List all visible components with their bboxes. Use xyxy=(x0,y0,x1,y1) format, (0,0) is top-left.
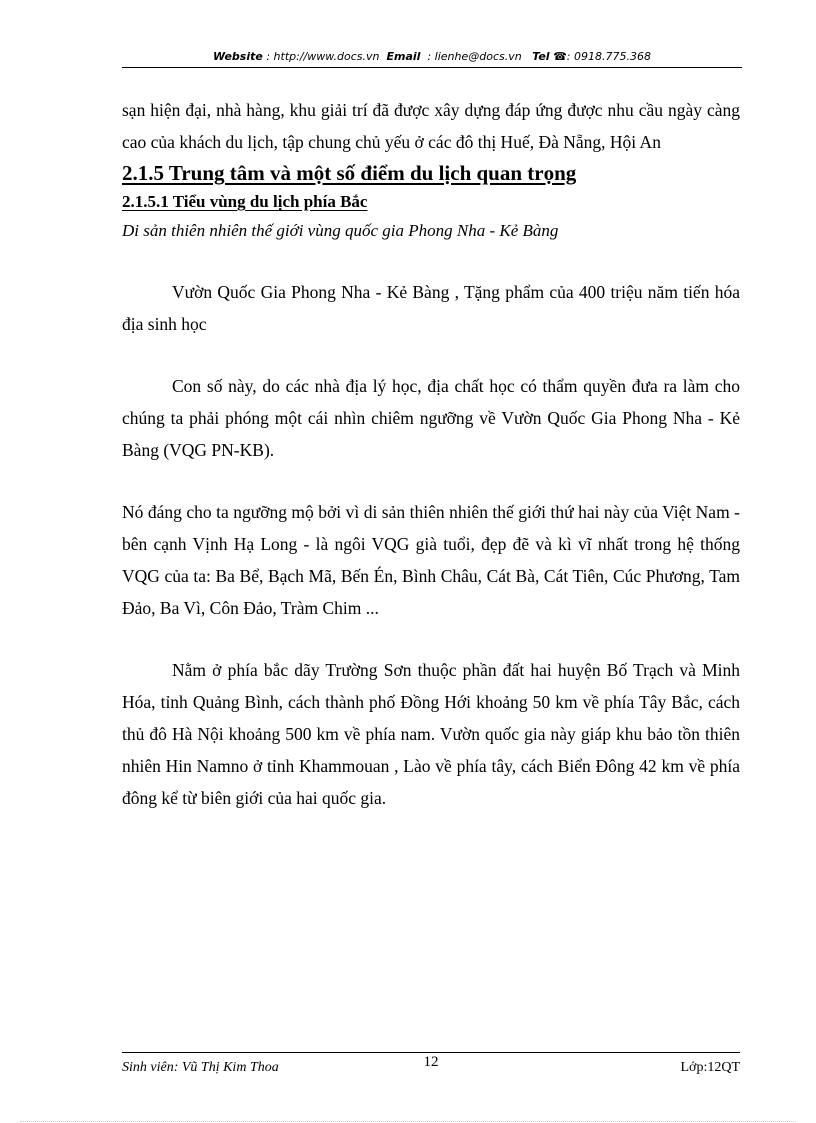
paragraph: Nằm ở phía bắc dãy Trường Sơn thuộc phần đất hai huyện Bố Trạch và Minh Hóa, tỉnh Quảng Bình, cách thành phố Đồng Hới khoảng 50 km về phía Tây Bắc, cách thủ đô Hà Nội khoảng 500 km về phía nam. Vườn quốc gia này giáp khu bảo tồn thiên nhiên Hin Namno ở tỉnh Khammouan , Lào về phía tây, cách Biển Đông 42 km về phía đông kể từ biên giới của hai quốc gia. xyxy=(122,660,740,808)
tel-label: Tel xyxy=(532,50,550,63)
page-bottom-border xyxy=(20,1121,796,1122)
paragraph: Vườn Quốc Gia Phong Nha - Kẻ Bàng , Tặng phẩm của 400 triệu năm tiến hóa địa sinh học xyxy=(122,282,740,334)
section-heading: 2.1.5 Trung tâm và một số điểm du lịch quan trọng xyxy=(122,161,577,185)
page-header xyxy=(122,47,742,68)
subtitle: Di sản thiên nhiên thế giới vùng quốc gia Phong Nha - Kẻ Bàng xyxy=(122,221,559,240)
website-label: Website xyxy=(213,50,263,63)
intro-paragraph: sạn hiện đại, nhà hàng, khu giải trí đã được xây dựng đáp ứng được nhu cầu ngày càng cao của khách du lịch, tập chung chủ yếu ở các đô thị Huế, Đà Nẵng, Hội An xyxy=(122,100,740,152)
email-label: Email xyxy=(386,50,421,63)
paragraph: Con số này, do các nhà địa lý học, địa chất học có thẩm quyền đưa ra làm cho chúng ta phải phóng một cái nhìn chiêm ngưỡng về Vườn Quốc Gia Phong Nha - Kẻ Bàng (VQG PN-KB). xyxy=(122,376,740,460)
phone-icon: ☎ xyxy=(553,50,567,63)
tel-value: : 0918.775.368 xyxy=(566,50,651,63)
student-name: Sinh viên: Vũ Thị Kim Thoa xyxy=(122,1060,279,1075)
subsection-heading: 2.1.5.1 Tiểu vùng du lịch phía Bắc xyxy=(122,192,368,211)
page-footer xyxy=(122,1052,740,1079)
class-label: Lớp:12QT xyxy=(680,1060,740,1075)
paragraph: Nó đáng cho ta ngưỡng mộ bởi vì di sản thiên nhiên thế giới thứ hai này của Việt Nam - bên cạnh Vịnh Hạ Long - là ngôi VQG già tuổi, đẹp đẽ và kì vĩ nhất trong hệ thống VQG của ta: Ba Bể, Bạch Mã, Bến Én, Bình Châu, Cát Bà, Cát Tiên, Cúc Phương, Tam Đảo, Ba Vì, Côn Đảo, Tràm Chim ... xyxy=(122,502,740,618)
page-content xyxy=(122,94,740,814)
website-value: : http://www.docs.vn xyxy=(266,50,380,63)
page-number: 12 xyxy=(423,1054,439,1070)
email-value: : lienhe@docs.vn xyxy=(427,50,522,63)
